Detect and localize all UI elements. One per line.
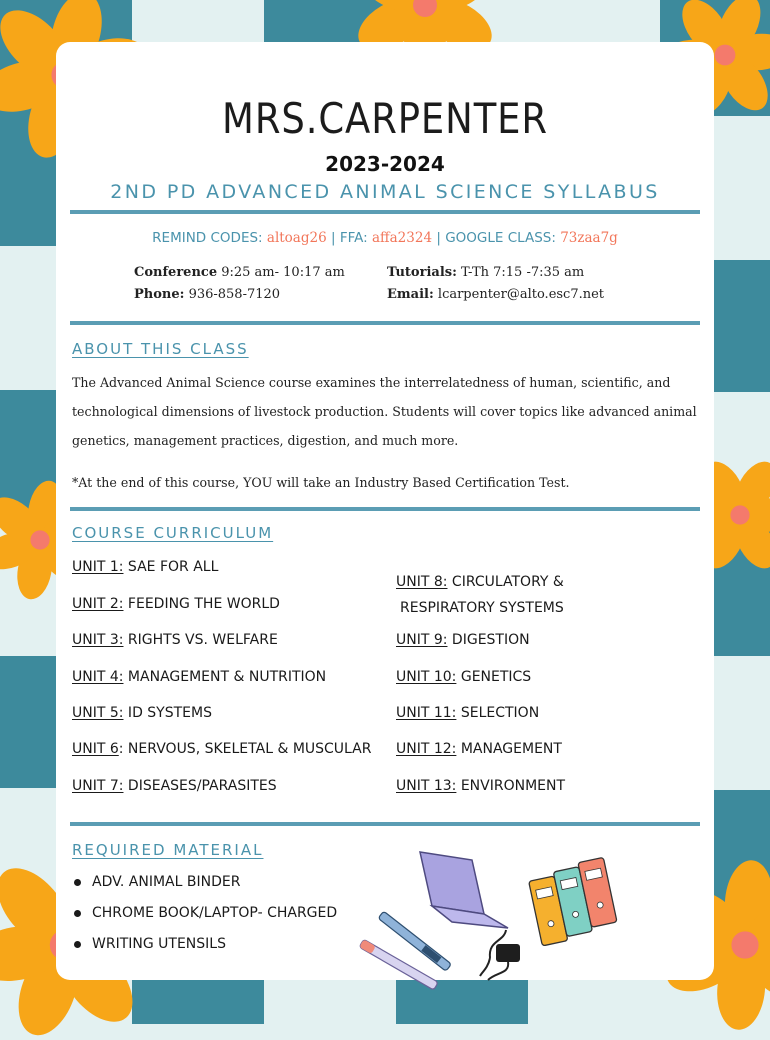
email-info (387, 287, 604, 302)
ffa-code: affa2324 (371, 230, 433, 246)
list-item: ADV. ANIMAL BINDER (70, 870, 337, 901)
unit-item: UNIT 1: SAE FOR ALL (72, 559, 219, 575)
google-class-code: 73zaa7g (560, 230, 618, 246)
unit-item: UNIT 13: ENVIRONMENT (396, 778, 566, 794)
remind-label: REMIND CODES: (152, 230, 263, 246)
class-codes (56, 230, 714, 246)
divider (70, 507, 700, 511)
syllabus-card (56, 42, 714, 980)
divider (70, 210, 700, 214)
phone-label: Phone: (134, 287, 185, 302)
unit-item-continued: RESPIRATORY SYSTEMS (400, 600, 564, 616)
list-item: WRITING UTENSILS (70, 932, 337, 963)
tutorials-info (387, 265, 584, 280)
unit-item: UNIT 5: ID SYSTEMS (72, 705, 212, 721)
unit-item: UNIT 6: NERVOUS, SKELETAL & MUSCULAR (72, 741, 372, 757)
conference-time: 9:25 am- 10:17 am (221, 265, 345, 280)
tutorials-time: T-Th 7:15 -7:35 am (461, 265, 585, 280)
unit-item: UNIT 7: DISEASES/PARASITES (72, 778, 277, 794)
unit-item: UNIT 4: MANAGEMENT & NUTRITION (72, 669, 327, 685)
course-subtitle: 2ND PD ADVANCED ANIMAL SCIENCE SYLLABUS (110, 181, 660, 203)
remind-code: altoag26 (266, 230, 327, 246)
unit-item: UNIT 12: MANAGEMENT (396, 741, 562, 757)
unit-item: UNIT 8: CIRCULATORY & (396, 574, 564, 590)
phone-number: 936-858-7120 (188, 287, 281, 302)
conference-info (134, 265, 345, 280)
unit-item: UNIT 9: DIGESTION (396, 632, 530, 648)
email-label: Email: (387, 287, 434, 302)
unit-item: UNIT 2: FEEDING THE WORLD (72, 596, 280, 612)
ffa-label: FFA: (339, 230, 368, 246)
list-item: CHROME BOOK/LAPTOP- CHARGED (70, 901, 337, 932)
materials-list (70, 870, 337, 963)
conference-label: Conference (134, 265, 218, 280)
about-body: The Advanced Animal Science course examines the interrelatedness of human, scientific, and technological dimensions of livestock production. Students will cover topics like advanced animal genetics, management practices, digestion, and much more. (72, 375, 697, 448)
about-heading: ABOUT THIS CLASS (72, 340, 249, 358)
page-title: MRS.CARPENTER (222, 94, 548, 143)
binders-icon (526, 856, 626, 948)
unit-item: UNIT 10: GENETICS (396, 669, 532, 685)
unit-item: UNIT 11: SELECTION (396, 705, 540, 721)
school-year: 2023-2024 (325, 152, 445, 176)
curriculum-heading: COURSE CURRICULUM (72, 524, 274, 542)
separator: | (330, 230, 336, 246)
tutorials-label: Tutorials: (387, 265, 457, 280)
separator: | (436, 230, 441, 246)
divider (70, 822, 700, 826)
divider (70, 321, 700, 325)
phone-info (134, 287, 280, 302)
certification-note: *At the end of this course, YOU will take an Industry Based Certification Test. (72, 475, 570, 490)
google-class-label: GOOGLE CLASS: (445, 230, 556, 246)
materials-heading: REQUIRED MATERIAL (72, 841, 264, 859)
pens-icon (356, 906, 456, 1002)
unit-item: UNIT 3: RIGHTS VS. WELFARE (72, 632, 278, 648)
email-address[interactable]: lcarpenter@alto.esc7.net (437, 287, 605, 302)
